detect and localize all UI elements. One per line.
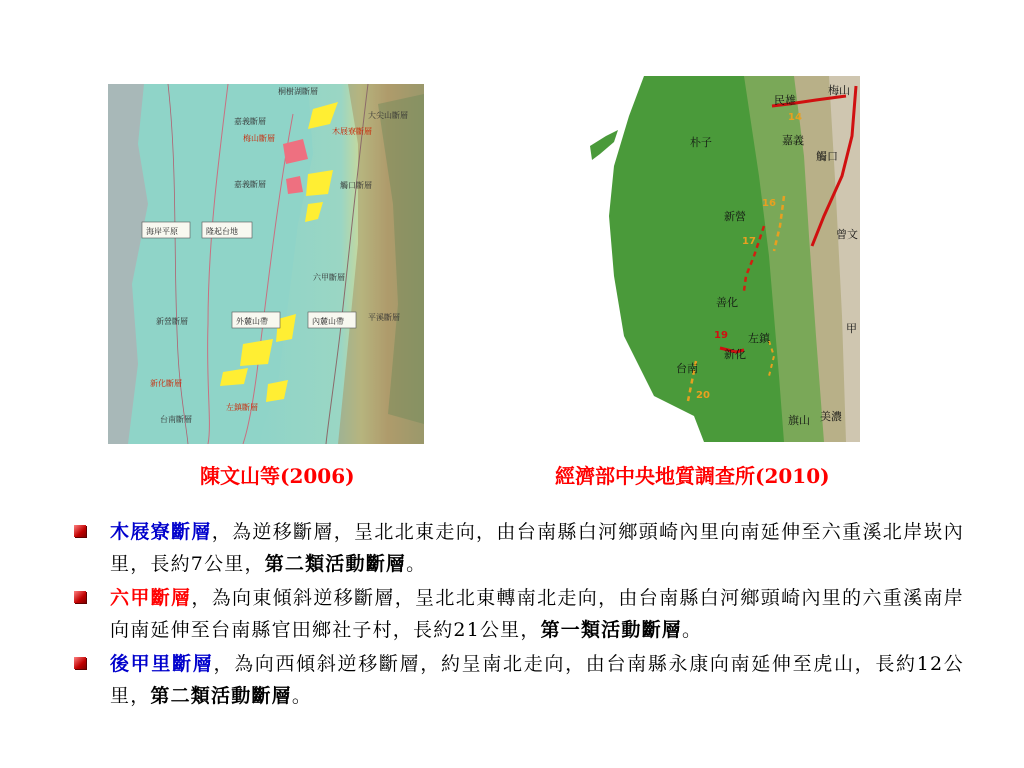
label-wanfu: 木屐寮斷層	[332, 127, 372, 136]
label-minxiong: 民雄	[774, 94, 796, 107]
sentence-end: 。	[406, 553, 427, 575]
fault-map-right	[584, 76, 860, 442]
list-item	[74, 582, 964, 646]
bullet-marker-icon	[74, 591, 86, 603]
bullet-text	[110, 582, 964, 646]
sentence-end: 。	[291, 685, 313, 707]
label-zuozhen: 左鎮	[748, 332, 770, 345]
label-puzi: 朴子	[690, 136, 712, 149]
list-item	[74, 516, 964, 580]
bullet-marker-icon	[74, 525, 86, 537]
fault-number-14: 14	[788, 112, 802, 123]
caption-right: 經濟部中央地質調查所(2010)	[555, 464, 830, 488]
label-chiayi-fault2: 嘉義斷層	[234, 180, 266, 189]
bullet-text	[110, 516, 964, 580]
caption-left: 陳文山等(2006)	[200, 464, 355, 488]
fault-description: ，為向東傾斜逆移斷層，呈北北東轉南北走向，由台南縣白河鄉頭崎內里的六重溪南岸向南延伸至台南縣官田鄉社子村，長約21公里，	[110, 587, 964, 641]
fault-description: ，為向西傾斜逆移斷層，約呈南北走向，由台南縣永康向南延伸至虎山，長約12公里，	[110, 653, 964, 707]
label-zengwen: 曾文	[836, 228, 858, 241]
fault-number-17: 17	[742, 236, 756, 247]
label-xinying: 新營	[724, 210, 746, 223]
bullet-text	[110, 648, 964, 712]
fault-classification: 第二類活動斷層	[150, 685, 292, 707]
label-inner-hills-box: 內麓山帶	[312, 317, 344, 326]
label-outer-hills-box: 外麓山帶	[236, 317, 268, 326]
label-liujia: 六甲斷層	[313, 273, 345, 282]
fault-number-16: 16	[762, 198, 776, 209]
fault-name: 木屐寮斷層	[110, 521, 212, 543]
geologic-map-left-svg	[108, 84, 424, 444]
label-xinhua-fault: 新化斷層	[150, 379, 182, 388]
fault-classification: 第一類活動斷層	[540, 619, 682, 641]
fault-map-right-svg	[584, 76, 860, 442]
fault-number-19: 19	[714, 330, 728, 341]
label-jia: 甲	[846, 322, 857, 335]
label-uplift-box: 隆起台地	[206, 227, 238, 236]
fault-name: 六甲斷層	[110, 587, 192, 609]
label-meinong: 美濃	[820, 410, 842, 423]
label-meishan: 梅山	[828, 84, 850, 97]
label-pingxi-fault: 平溪斷層	[368, 313, 400, 322]
label-dajianshan: 大尖山斷層	[368, 111, 408, 120]
label-shanhua: 善化	[716, 296, 738, 309]
label-qishan: 旗山	[788, 414, 810, 427]
label-jiayi-fault: 嘉義斷層	[234, 117, 266, 126]
label-fault-top: 桐樹湖斷層	[278, 87, 318, 96]
label-chukou: 觸口	[816, 150, 838, 163]
list-item	[74, 648, 964, 712]
fault-classification: 第二類活動斷層	[264, 553, 407, 575]
fault-description-list	[74, 516, 964, 714]
label-zuozhen-fault: 左鎮斷層	[226, 403, 258, 412]
geologic-map-left	[108, 84, 424, 444]
bullet-marker-icon	[74, 657, 86, 669]
label-xinying-fault: 新營斷層	[156, 317, 188, 326]
label-chukou-fault: 觸口斷層	[340, 181, 372, 190]
sentence-end: 。	[681, 619, 703, 641]
fault-description: ，為逆移斷層，呈北北東走向，由台南縣白河鄉頭崎內里向南延伸至六重溪北岸崁內里，長約7公里，	[110, 521, 964, 575]
label-tainan: 台南	[676, 362, 698, 375]
label-jiayi: 嘉義	[782, 134, 804, 147]
label-plain-box: 海岸平原	[146, 227, 178, 236]
label-tainan-fault: 台南斷層	[160, 415, 192, 424]
fault-name: 後甲里斷層	[110, 653, 214, 675]
fault-number-20: 20	[696, 390, 710, 401]
label-meishan-fault: 梅山斷層	[243, 134, 275, 143]
label-xinhua: 新化	[724, 348, 746, 361]
